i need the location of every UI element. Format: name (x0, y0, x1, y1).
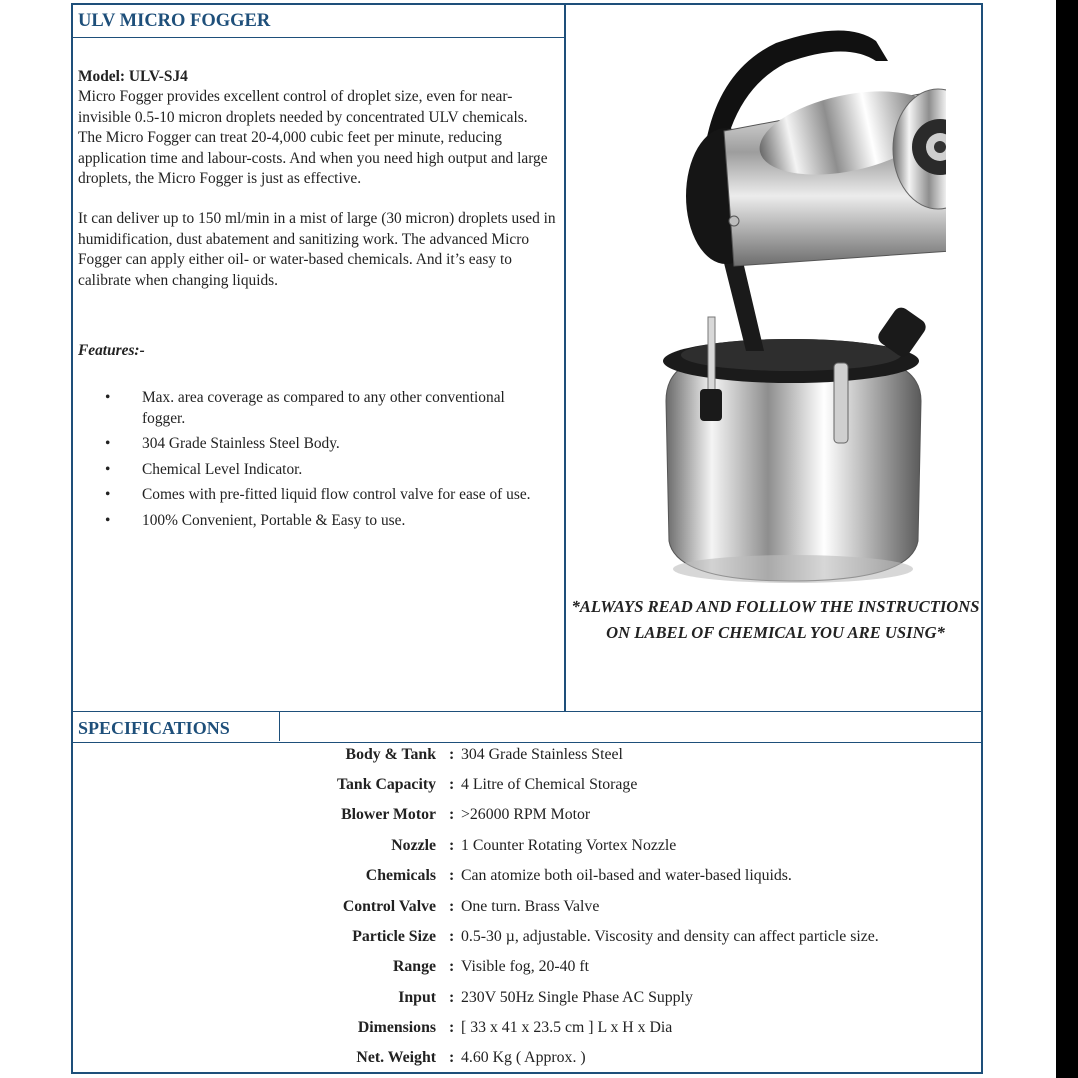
title-cell (73, 5, 564, 38)
feature-item: • 304 Grade Stainless Steel Body. (105, 434, 545, 455)
spec-value: 1 Counter Rotating Vortex Nozzle (461, 837, 677, 854)
spec-colon: : (449, 958, 455, 975)
feature-item: • Comes with pre-fitted liquid flow control valve for ease of use. (105, 485, 545, 506)
safety-warning: *ALWAYS READ AND FOLLLOW THE INSTRUCTIONS ON LABEL OF CHEMICAL YOU ARE USING* (571, 597, 980, 642)
spec-value: 4 Litre of Chemical Storage (461, 776, 638, 793)
specifications-header (73, 711, 981, 743)
spec-key: Input (398, 989, 436, 1006)
description-para-3: It can deliver up to 150 ml/min in a mist of large (30 micron) droplets used in humidification, dust abatement and sanitizing work. The advanced Micro Fogger can apply either oil- or water-based chemicals. And it’s easy to calibrate when changing liquids. (78, 210, 556, 289)
spec-key: Net. Weight (356, 1049, 436, 1066)
spec-row (73, 928, 981, 952)
spec-colon: : (449, 806, 455, 823)
spec-value: 230V 50Hz Single Phase AC Supply (461, 989, 693, 1006)
spec-colon: : (449, 1049, 455, 1066)
spec-row (73, 776, 981, 800)
spec-colon: : (449, 989, 455, 1006)
spec-value: One turn. Brass Valve (461, 898, 600, 915)
spec-row (73, 746, 981, 770)
feature-item: • Chemical Level Indicator. (105, 460, 545, 481)
description-para-2: The Micro Fogger can treat 20-4,000 cubic feet per minute, reducing application time and labour-costs. And when you need high output and large droplets, the Micro Fogger is just as effective. (78, 129, 548, 188)
features-heading: Features:- (78, 342, 145, 359)
bullet-icon: • (105, 460, 111, 478)
spec-row (73, 958, 981, 982)
spec-colon: : (449, 867, 455, 884)
spec-value: Visible fog, 20-40 ft (461, 958, 590, 975)
spec-value: 4.60 Kg ( Approx. ) (461, 1049, 586, 1066)
description-para-1: Micro Fogger provides excellent control of droplet size, even for near-invisible 0.5-10 micron droplets needed by concentrated ULV chemicals. (78, 88, 528, 126)
spec-key: Chemicals (365, 867, 436, 884)
spec-colon: : (449, 776, 455, 793)
bullet-icon: • (105, 486, 111, 503)
spec-value: 0.5-30 µ, adjustable. Viscosity and density can affect particle size. (461, 928, 879, 945)
specifications-title: SPECIFICATIONS (78, 718, 230, 738)
bullet-icon: • (105, 511, 111, 529)
model-number: Model: ULV-SJ4 (78, 68, 188, 85)
spec-value: Can atomize both oil-based and water-based liquids. (461, 867, 792, 884)
spec-colon: : (449, 746, 455, 763)
feature-item: • Max. area coverage as compared to any other conventional fogger. (105, 389, 505, 427)
spec-value: 304 Grade Stainless Steel (461, 746, 623, 763)
product-description (78, 67, 556, 291)
spec-key: Dimensions (357, 1019, 436, 1036)
page-title: ULV MICRO FOGGER (78, 11, 271, 31)
spec-colon: : (449, 837, 455, 854)
spec-value: >26000 RPM Motor (461, 806, 591, 823)
bullet-icon: • (105, 389, 111, 406)
specifications-title-cell (73, 712, 280, 741)
spec-key: Body & Tank (345, 746, 436, 763)
features-list (105, 388, 545, 536)
datasheet (71, 3, 983, 1074)
spec-colon: : (449, 898, 455, 915)
spec-row (73, 898, 981, 922)
spec-key: Control Valve (342, 898, 436, 915)
spec-key: Tank Capacity (336, 776, 436, 793)
spec-row (73, 806, 981, 830)
spec-value: [ 33 x 41 x 23.5 cm ] L x H x Dia (461, 1019, 673, 1036)
spec-colon: : (449, 928, 455, 945)
spec-colon: : (449, 1019, 455, 1036)
bullet-icon: • (105, 435, 111, 452)
spec-row (73, 837, 981, 861)
spec-row (73, 989, 981, 1013)
feature-item: • 100% Convenient, Portable & Easy to use. (105, 511, 545, 532)
spec-key: Nozzle (391, 837, 436, 854)
ulv-fogger-product-photo (606, 21, 946, 587)
spec-row (73, 1019, 981, 1043)
spec-key: Blower Motor (341, 806, 436, 823)
spec-key: Range (392, 958, 436, 975)
spec-key: Particle Size (352, 928, 436, 945)
spec-row (73, 1049, 981, 1073)
edge-bar (1056, 0, 1078, 1078)
spec-row (73, 867, 981, 891)
